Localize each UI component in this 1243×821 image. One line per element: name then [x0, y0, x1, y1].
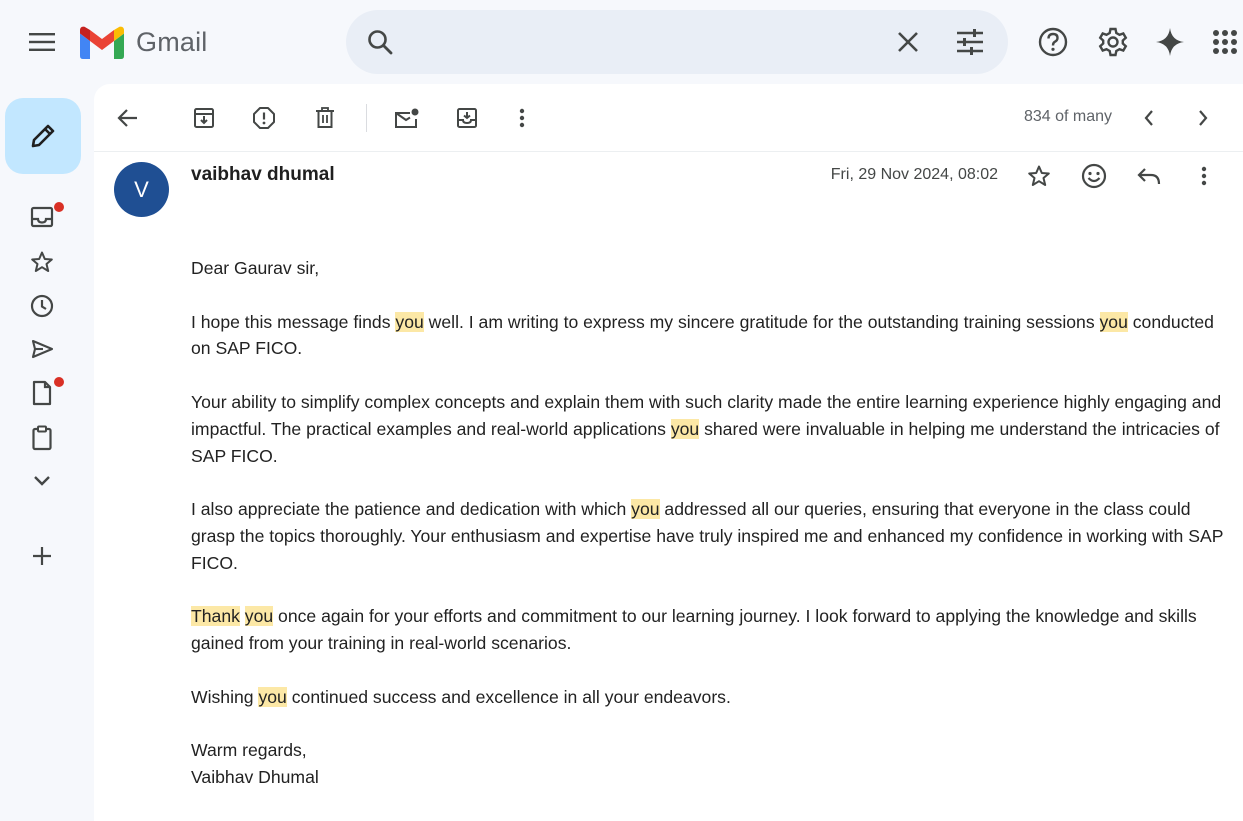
search-highlight: you — [244, 606, 274, 627]
paragraph-4: Thank you once again for your efforts and commitment to our learning journey. I look forward to applying the knowledge and skills gained from your training in real-world scenarios. — [191, 606, 1197, 654]
drafts-badge — [54, 377, 64, 387]
closing: Warm regards, — [191, 740, 307, 761]
clear-search-button[interactable] — [892, 26, 924, 58]
sender-avatar[interactable]: V — [114, 162, 169, 217]
chevron-down-icon — [33, 475, 51, 487]
menu-icon — [29, 32, 55, 52]
search-input[interactable] — [416, 24, 876, 60]
more-options-button[interactable] — [502, 98, 542, 138]
newer-button[interactable] — [1129, 98, 1169, 138]
paragraph-3: I also appreciate the patience and dedication with which you addressed all our queries, ensuring that everyone in the class could grasp the topics thoroughly. Your enthusiasm and expertise have truly inspired me and enhanced my confidence in working with SAP FICO. — [191, 499, 1224, 573]
mail-unread-icon — [394, 107, 420, 129]
add-reaction-button[interactable] — [1074, 156, 1114, 196]
trash-icon — [315, 107, 335, 129]
message-counter: 834 of many — [1023, 108, 1112, 125]
arrow-left-icon — [117, 108, 139, 128]
settings-button[interactable] — [1093, 22, 1133, 62]
greeting: Dear Gaurav sir, — [191, 258, 320, 278]
move-to-button[interactable] — [447, 98, 487, 138]
delete-button[interactable] — [305, 98, 345, 138]
inbox-unread-badge — [54, 202, 64, 212]
signature: Vaibhav Dhumal — [191, 767, 319, 788]
move-to-inbox-icon — [456, 107, 478, 129]
message-header — [94, 152, 1243, 232]
paragraph-5: Wishing you continued success and excellence in all your endeavors. — [191, 686, 731, 707]
nav-purchases[interactable] — [22, 418, 62, 458]
report-spam-button[interactable] — [244, 98, 284, 138]
nav-snoozed[interactable] — [22, 286, 62, 326]
create-label-button[interactable] — [22, 536, 62, 576]
plus-icon — [32, 546, 52, 566]
chevron-right-icon — [1197, 109, 1209, 127]
message-more-button[interactable] — [1184, 156, 1224, 196]
message-toolbar — [94, 84, 1243, 152]
gmail-wordmark: Gmail — [136, 26, 208, 57]
star-outline-icon — [1027, 164, 1051, 188]
search-highlight: you — [1099, 311, 1128, 332]
apps-grid-icon — [1212, 29, 1238, 55]
navigation-rail — [0, 84, 92, 821]
tune-icon — [956, 29, 984, 55]
send-icon — [30, 338, 54, 360]
message-date: Fri, 29 Nov 2024, 08:02 — [830, 166, 998, 183]
archive-button[interactable] — [184, 98, 224, 138]
pencil-icon — [29, 122, 57, 150]
paragraph-1: I hope this message finds you well. I am writing to express my sincere gratitude for the outstanding training sessions you conducted on SAP FICO. — [191, 311, 1214, 359]
archive-icon — [193, 107, 215, 129]
compose-button[interactable] — [5, 98, 81, 174]
nav-starred[interactable] — [22, 242, 62, 282]
emoji-icon — [1081, 163, 1107, 189]
toolbar-divider — [366, 104, 367, 132]
search-highlight: you — [631, 499, 660, 520]
main-menu-button[interactable] — [22, 22, 62, 62]
sparkle-icon — [1155, 27, 1185, 57]
reading-pane — [94, 84, 1243, 821]
help-icon — [1038, 27, 1068, 57]
clipboard-icon — [31, 425, 53, 451]
gemini-button[interactable] — [1150, 22, 1190, 62]
chevron-left-icon — [1143, 109, 1155, 127]
gmail-logo[interactable] — [80, 22, 208, 62]
top-bar — [0, 0, 1243, 84]
search-options-button[interactable] — [954, 26, 986, 58]
gmail-m-icon — [80, 26, 124, 59]
star-button[interactable] — [1019, 156, 1059, 196]
search-bar — [346, 10, 1008, 74]
google-apps-button[interactable] — [1205, 22, 1243, 62]
more-vert-icon — [1201, 166, 1207, 186]
search-highlight: Thank — [191, 606, 240, 627]
reply-button[interactable] — [1129, 156, 1169, 196]
message-body — [191, 255, 1231, 791]
star-icon — [30, 250, 54, 274]
sender-name[interactable]: vaibhav dhumal — [191, 164, 335, 185]
search-highlight: you — [670, 418, 700, 439]
draft-file-icon — [31, 380, 53, 406]
inbox-icon — [30, 206, 54, 228]
reply-icon — [1137, 166, 1161, 186]
older-button[interactable] — [1183, 98, 1223, 138]
gear-icon — [1098, 27, 1128, 57]
search-icon — [367, 29, 393, 55]
close-icon — [897, 31, 919, 53]
clock-icon — [30, 294, 54, 318]
support-button[interactable] — [1033, 22, 1073, 62]
nav-more[interactable] — [22, 461, 62, 501]
paragraph-2: Your ability to simplify complex concepts and explain them with such clarity made the entire learning experience highly engaging and impactful. The practical examples and real-world applications you shared were invaluable in helping me understand the intricacies of SAP FICO. — [191, 391, 1222, 466]
more-vert-icon — [519, 108, 525, 128]
mark-unread-button[interactable] — [387, 98, 427, 138]
back-button[interactable] — [108, 98, 148, 138]
search-highlight: you — [395, 311, 424, 332]
search-highlight: you — [258, 686, 287, 707]
search-button[interactable] — [364, 26, 396, 58]
nav-sent[interactable] — [22, 329, 62, 369]
report-icon — [252, 106, 276, 130]
